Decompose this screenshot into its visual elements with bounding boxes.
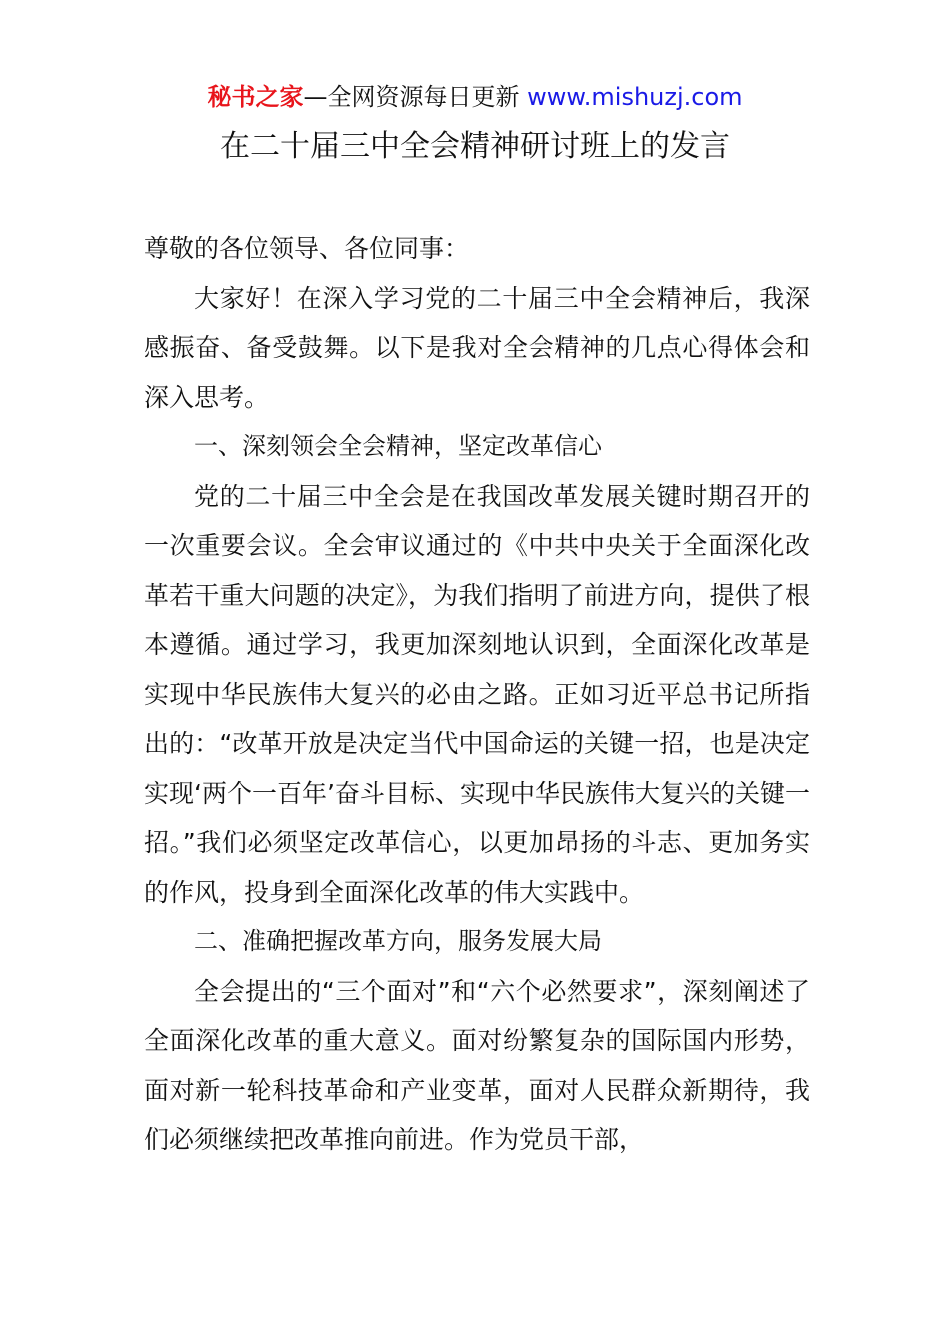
section-heading-1: 一、深刻领会全会精神，坚定改革信心 — [194, 432, 602, 460]
site-banner — [0, 80, 950, 114]
intro-paragraph: 大家好！在深入学习党的二十届三中全会精神后，我深感振奋、备受鼓舞。以下是我对全会精神的几点心得体会和深入思考。 — [144, 283, 810, 412]
brand-name: 秘书之家 — [207, 83, 304, 111]
document-body — [144, 224, 810, 1165]
section-paragraph-1: 党的二十届三中全会是在我国改革发展关键时期召开的一次重要会议。全会审议通过的《中共中央关于全面深化改革若干重大问题的决定》，为我们指明了前进方向，提供了根本遵循。通过学习，我更加深刻地认识到，全面深化改革是实现中华民族伟大复兴的必由之路。正如习近平总书记所指出的：“改革开放是决定当代中国命运的关键一招，也是决定实现‘两个一百年’奋斗目标、实现中华民族伟大复兴的关键一招。”我们必须坚定改革信心，以更加昂扬的斗志、更加务实的作风，投身到全面深化改革的伟大实践中。 — [144, 481, 810, 907]
salutation: 尊敬的各位领导、各位同事： — [144, 234, 470, 263]
section-paragraph-2: 全会提出的“三个面对”和“六个必然要求”，深刻阐述了全面深化改革的重大意义。面对纷繁复杂的国际国内形势，面对新一轮科技革命和产业变革，面对人民群众新期待，我们必须继续把改革推向前进。作为党员干部， — [144, 976, 810, 1154]
site-url-link[interactable]: www.mishuzj.com — [527, 83, 743, 111]
document-title: 在二十届三中全会精神研讨班上的发言 — [220, 129, 730, 164]
section-heading-2: 二、准确把握改革方向，服务发展大局 — [194, 927, 602, 955]
banner-tagline: —全网资源每日更新 — [303, 83, 520, 111]
